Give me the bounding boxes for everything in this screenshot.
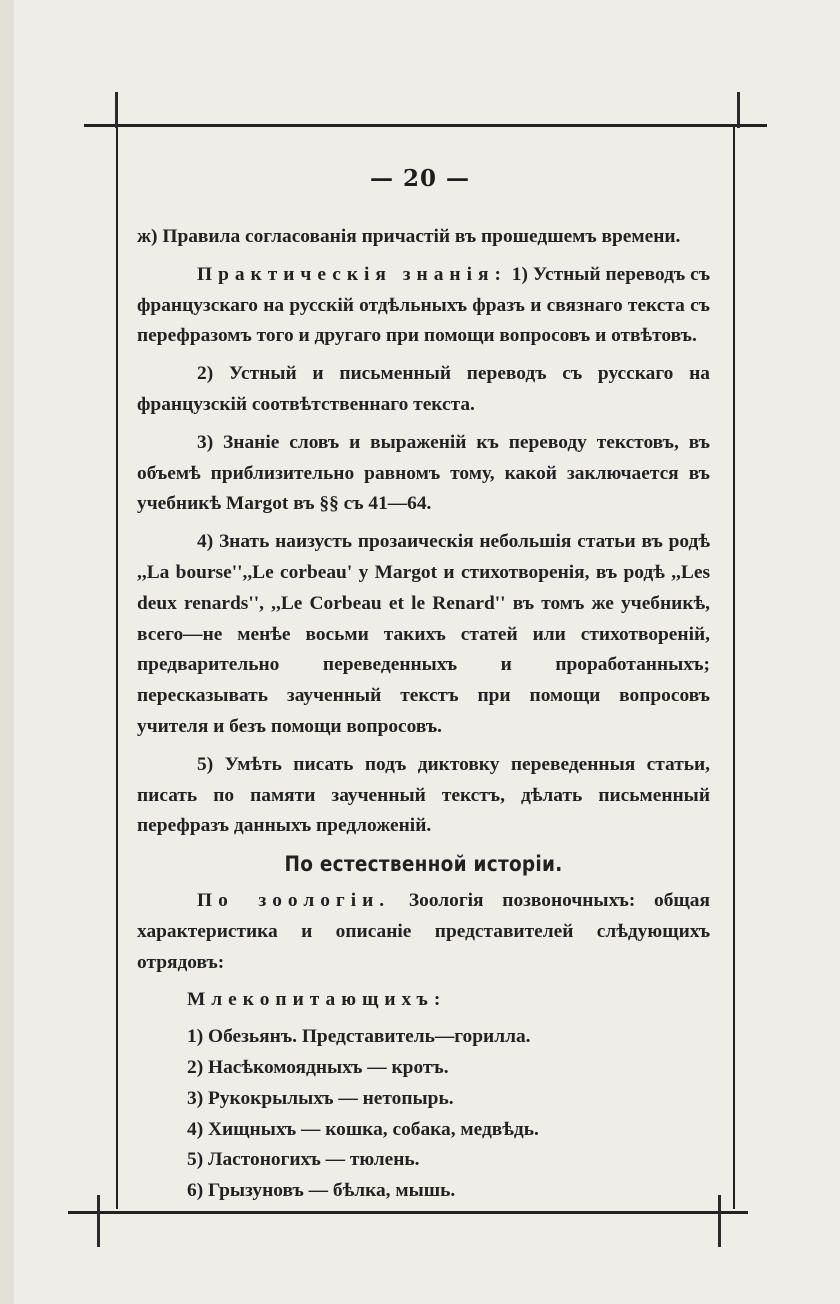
top-rule [84,124,767,127]
bottom-rule [68,1211,748,1214]
bottom-right-tick-mark [718,1195,721,1247]
paragraph-memorization: 4) Знать наизусть прозаическія небольшія статьи въ родѣ ,,La bourse'',,Le corbeau' у Margot и стихотворенія, въ родѣ ,,Les deux renards'', ,,Le Corbeau et le Renard'' въ томъ же учебникѣ, всего—не менѣе восьми такихъ статей или стихотвореній, предварительно переведенныхъ и проработанныхъ; пересказывать заученный текстъ при помощи вопросовъ учителя и безъ помощи вопросовъ. [137,531,710,737]
mammals-list [137,1022,710,1207]
right-frame-line [733,127,735,1209]
list-item: 6) Грызуновъ — бѣлка, мышь. [187,1180,456,1202]
list-item: 5) Ластоногихъ — тюлень. [187,1149,420,1171]
zoology-text: Зоологія позвоночныхъ: общая характеристика и описаніе представителей слѣдующихъ отрядовъ: [137,889,710,973]
paragraph-practical-knowledge [137,260,710,352]
left-frame-line [116,127,118,1209]
paragraph-vocabulary: 3) Знаніе словъ и выраженій къ переводу текстовъ, въ объемѣ приблизительно равномъ тому, какой заключается въ учебникѣ Margot въ §§ съ 41—64. [137,431,710,515]
practical-knowledge-label: Практическія знанія: [197,263,507,285]
list-item: 3) Рукокрылыхъ — нетопырь. [187,1087,454,1109]
paragraph-written-translation: 2) Устный и письменный переводъ съ русскаго на французскій соотвѣтственнаго текста. [137,363,710,415]
paragraph-dictation: 5) Умѣть писать подъ диктовку переведенныя статьи, писать по памяти заученный текстъ, дѣлать письменный перефразъ данныхъ предложеній. [137,753,710,837]
zoology-label: По зоологіи. [197,889,391,911]
practical-knowledge-text: 1) Устный переводъ съ французскаго на русскій отдѣльныхъ фразъ и связнаго текста съ перефразомъ того и другаго при помощи вопросовъ и отвѣтовъ. [137,263,711,347]
top-left-tick-mark [115,92,118,128]
list-item: 1) Обезьянъ. Представитель—горилла. [187,1026,531,1048]
page-number: — 20 — [369,165,471,192]
mammals-heading: Млекопитающихъ: [187,989,447,1011]
section-heading-natural-history: По естественной исторіи. [284,852,563,877]
page-edge-shadow [0,0,14,1304]
paragraph-zoology [137,886,710,978]
bottom-left-tick-mark [97,1195,100,1247]
top-right-tick-mark [737,92,740,128]
document-body [137,222,710,1207]
list-item: 4) Хищныхъ — кошка, собака, медвѣдь. [187,1118,539,1140]
paragraph-participle-rules: ж) Правила согласованія причастій въ прошедшемъ времени. [137,226,681,247]
list-item: 2) Насѣкомоядныхъ — кротъ. [187,1056,449,1078]
